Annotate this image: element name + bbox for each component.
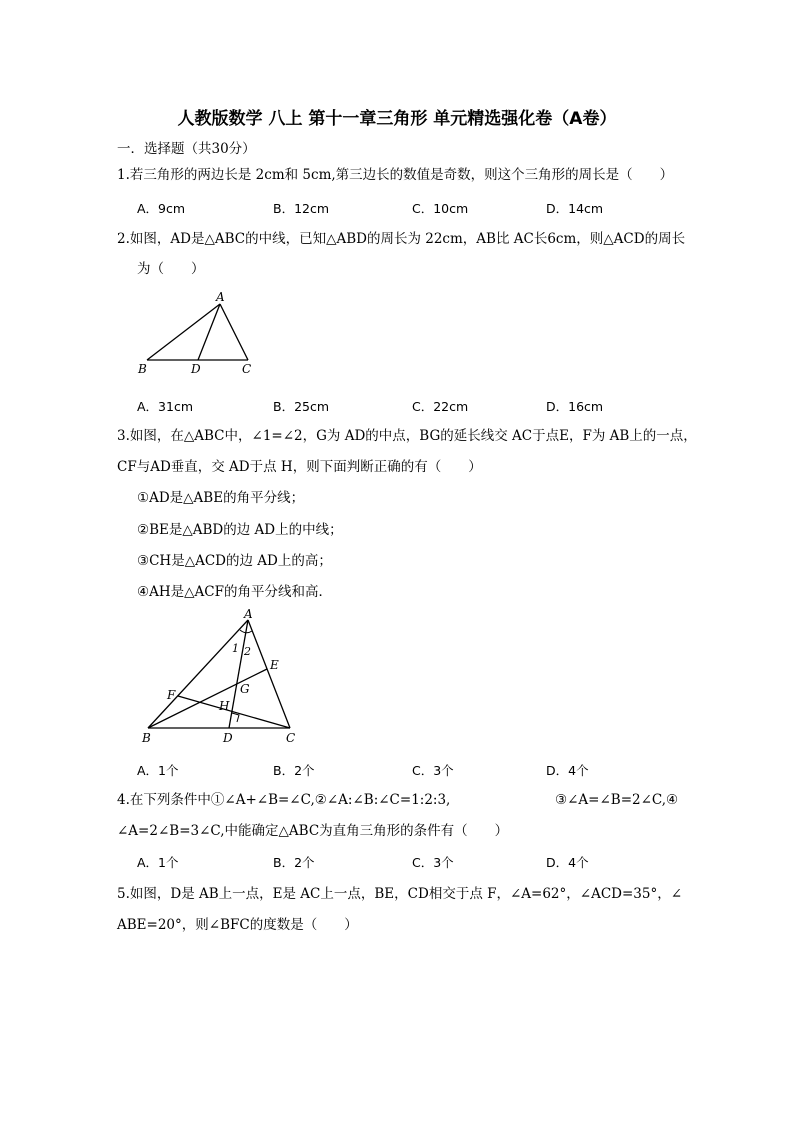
q2-option-c: C．22cm [412, 399, 469, 414]
q3-line-be [148, 669, 267, 728]
q2-option-b: B．25cm [273, 399, 330, 414]
q3-label-g: G [240, 682, 250, 696]
q3-label-d: D [223, 731, 233, 745]
q3-label-2: 2 [244, 645, 251, 658]
q2-line-ac [220, 304, 248, 360]
q2-label-b: B [138, 362, 147, 376]
q2-triangle-figure [130, 288, 270, 380]
q3-label-a: A [244, 608, 253, 621]
question-2-line2: 为（ ） [137, 261, 205, 277]
q3-right-angle-mark [232, 713, 239, 722]
q1-option-d: D．14cm [546, 201, 604, 216]
section-heading: 一．选择题（共30分） [117, 141, 256, 157]
q3-option-b: B．2个 [273, 763, 315, 778]
q3-triangle-figure [136, 608, 306, 748]
q4-option-c: C．3个 [412, 855, 454, 870]
q3-label-e: E [270, 658, 279, 672]
q3-label-1: 1 [232, 642, 239, 655]
q3-label-f: F [167, 688, 176, 702]
question-4-line1-part2: ③∠A=∠B=2∠C,④ [555, 792, 679, 808]
q3-statement-1: ①AD是△ABE的角平分线； [137, 490, 305, 506]
q3-option-d: D．4个 [546, 763, 589, 778]
q2-option-d: D．16cm [546, 399, 604, 414]
q3-option-a: A．1个 [137, 763, 179, 778]
q2-label-c: C [242, 362, 252, 376]
question-3-line2: CF与AD垂直，交 AD于点 H，则下面判断正确的有（ ） [117, 459, 482, 475]
question-5-line1: 5.如图，D是 AB上一点，E是 AC上一点，BE，CD相交于点 F，∠A=62°，∠ACD=35°，∠ [117, 886, 683, 902]
question-1-text: 1.若三角形的两边长是 2cm和 5cm,第三边长的数值是奇数，则这个三角形的周长是（ ） [117, 167, 674, 183]
q3-line-ac [248, 620, 290, 728]
question-2-line1: 2.如图，AD是△ABC的中线，已知△ABD的周长为 22cm，AB比 AC长6cm，则△ACD的周长 [117, 231, 686, 247]
q3-label-c: C [286, 731, 296, 745]
q2-label-d: D [191, 362, 201, 376]
q3-option-c: C．3个 [412, 763, 454, 778]
q4-option-d: D．4个 [546, 855, 589, 870]
q3-statement-2: ②BE是△ABD的边 AD上的中线； [137, 522, 343, 538]
q4-option-a: A．1个 [137, 855, 179, 870]
q3-label-h: H [219, 699, 230, 713]
q3-statement-4: ④AH是△ACF的角平分线和高． [137, 584, 332, 600]
q1-option-c: C．10cm [412, 201, 469, 216]
question-3-line1: 3.如图，在△ABC中，∠1=∠2，G为 AD的中点，BG的延长线交 AC于点E，F为 AB上的一点， [117, 428, 697, 444]
q3-label-b: B [142, 731, 151, 745]
q4-option-b: B．2个 [273, 855, 315, 870]
question-4-line2: ∠A=2∠B=3∠C,中能确定△ABC为直角三角形的条件有（ ） [117, 823, 509, 839]
page-title: 人教版数学 八上 第十一章三角形 单元精选强化卷（A卷） [177, 109, 617, 129]
question-5-line2: ABE=20°，则∠BFC的度数是（ ） [117, 917, 358, 933]
q2-option-a: A．31cm [137, 399, 194, 414]
q3-statement-3: ③CH是△ACD的边 AD上的高； [137, 553, 332, 569]
q1-option-a: A．9cm [137, 201, 186, 216]
q2-label-a: A [216, 290, 225, 304]
question-4-line1-part1: 4.在下列条件中①∠A+∠B=∠C,②∠A:∠B:∠C=1:2:3, [117, 792, 451, 808]
q1-option-b: B．12cm [273, 201, 330, 216]
